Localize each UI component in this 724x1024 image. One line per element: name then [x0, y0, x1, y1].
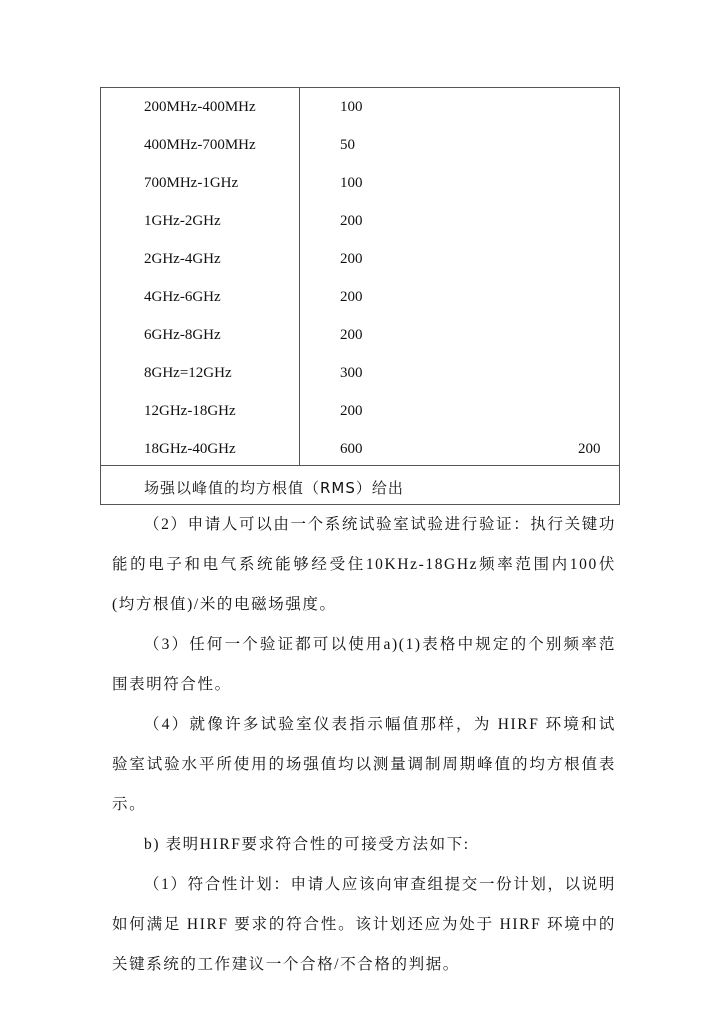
paragraph-2: （2）申请人可以由一个系统试验室试验进行验证：执行关键功能的电子和电气系统能够经受住10KHz-18GHz频率范围内100伏(均方根值)/米的电磁场强度。: [112, 516, 616, 613]
table-value-cell: 200: [340, 251, 363, 267]
table-value-cell: 600: [340, 441, 363, 457]
table-value-cell: 50: [340, 137, 355, 153]
table-freq-cell: 6GHz-8GHz: [144, 327, 221, 343]
table-value-cell: 200: [340, 403, 363, 419]
table-value-cell: 200: [340, 213, 363, 229]
table-freq-cell: 4GHz-6GHz: [144, 289, 221, 305]
table-freq-cell: 700MHz-1GHz: [144, 175, 239, 191]
table-value2-cell: 200: [578, 441, 601, 457]
table-freq-cell: 1GHz-2GHz: [144, 213, 221, 229]
body-text: [112, 505, 616, 985]
table-freq-cell: 8GHz=12GHz: [144, 365, 232, 381]
table-freq-cell: 2GHz-4GHz: [144, 251, 221, 267]
table-freq-cell: 200MHz-400MHz: [144, 99, 256, 115]
table-value-cell: 200: [340, 327, 363, 343]
table-note: 场强以峰值的均方根值（RMS）给出: [144, 479, 404, 497]
paragraph-compliance-plan: （1）符合性计划：申请人应该向审查组提交一份计划，以说明如何满足 HIRF 要求的符合性。该计划还应为处于 HIRF 环境中的关键系统的工作建议一个合格/不合格的判据。: [112, 876, 616, 973]
table-value-cell: 100: [340, 99, 363, 115]
table-column-divider: [299, 87, 300, 465]
table-value-cell: 100: [340, 175, 363, 191]
table-value-cell: 300: [340, 365, 363, 381]
table-value-cell: 200: [340, 289, 363, 305]
table-freq-cell: 18GHz-40GHz: [144, 441, 236, 457]
paragraph-4: （4）就像许多试验室仪表指示幅值那样，为 HIRF 环境和试验室试验水平所使用的场强值均以测量调制周期峰值的均方根值表示。: [112, 716, 616, 813]
table-freq-cell: 12GHz-18GHz: [144, 403, 236, 419]
table-freq-cell: 400MHz-700MHz: [144, 137, 256, 153]
paragraph-b: b) 表明HIRF要求符合性的可接受方法如下:: [144, 836, 470, 853]
paragraph-3: （3）任何一个验证都可以使用a)(1)表格中规定的个别频率范围表明符合性。: [112, 636, 616, 693]
table-row-divider: [100, 465, 620, 466]
